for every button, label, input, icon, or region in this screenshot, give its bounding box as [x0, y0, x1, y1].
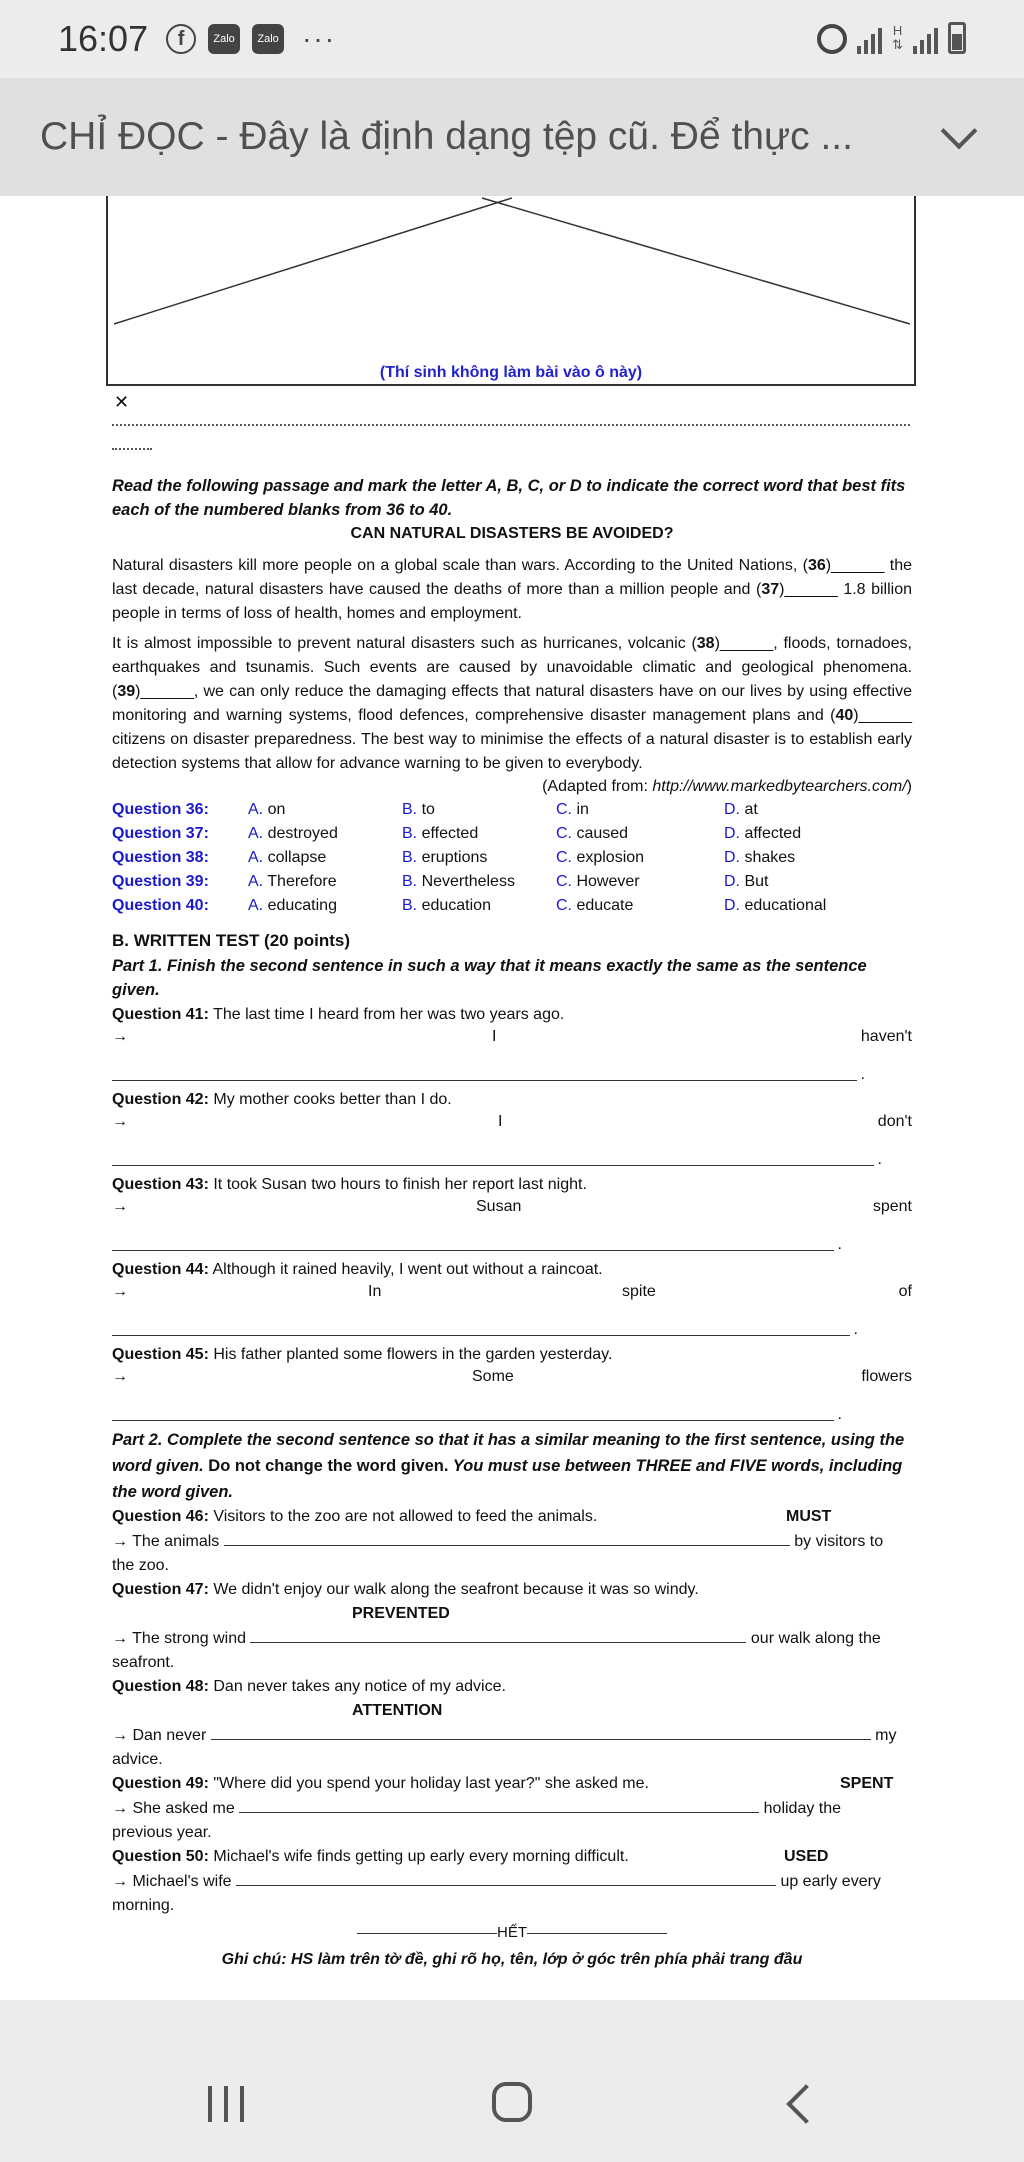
cut-line-2 — [112, 448, 152, 450]
battery-icon — [948, 22, 966, 54]
passage-source: (Adapted from: http://www.markedbytearchers.com/) — [542, 778, 912, 795]
clock: 16:07 — [58, 18, 149, 59]
status-bar — [0, 0, 1024, 78]
more-notifications-icon: ··· — [302, 23, 337, 54]
chevron-down-icon[interactable] — [941, 113, 978, 150]
answer-line[interactable] — [112, 1309, 850, 1336]
recent-apps-icon[interactable] — [208, 2086, 244, 2122]
signal-icon-2 — [913, 24, 938, 54]
answer-line[interactable] — [236, 1869, 776, 1886]
passage-paragraph-2: It is almost impossible to prevent natural disasters such as hurricanes, volcanic (38)______, floods, tornadoes, earthquakes and tsunamis. Such events are caused by unavoidable climatic and geological phenomena. (39)______, we can only reduce the damaging effects that natural disasters have on our lives by using effective monitoring and warning systems, flood defences, comprehensive disaster management plans and (40)______ citizens on disaster preparedness. The best way to minimise the effects of a natural disaster is to establish early detection systems that allow for advance warning to be given to everybody. — [112, 635, 912, 772]
diagonal-lines — [108, 196, 916, 386]
system-nav-bar — [0, 2000, 1024, 2162]
scissors-icon: ✕ — [114, 392, 130, 412]
answer-box-caption: (Thí sinh không làm bài vào ô này) — [379, 364, 643, 381]
part1-question: Question 43: It took Susan two hours to finish her report last night. → Susan spent . — [112, 1172, 912, 1257]
document-page[interactable] — [0, 196, 1024, 2000]
readonly-banner[interactable] — [0, 78, 1024, 196]
question-row: Question 40: A. educating B. education C. educate D. educational — [112, 897, 827, 914]
passage-title: CAN NATURAL DISASTERS BE AVOIDED? — [350, 525, 674, 542]
answer-line[interactable] — [112, 1139, 874, 1166]
question-row: Question 38: A. collapse B. eruptions C. explosion D. shakes — [112, 849, 796, 866]
answer-line[interactable] — [239, 1796, 759, 1813]
part1-question: Question 41: The last time I heard from her was two years ago. → I haven't . — [112, 1002, 912, 1087]
answer-line[interactable] — [211, 1723, 871, 1740]
answer-line[interactable] — [224, 1529, 790, 1546]
answer-box — [106, 196, 916, 386]
answer-line[interactable] — [250, 1626, 746, 1643]
question-row: Question 37: A. destroyed B. effected C. caused D. affected — [112, 825, 802, 842]
part2-question: Question 47: We didn't enjoy our walk along the seafront because it was so windy. PREVENTED → The strong wind our walk along the seafront. — [112, 1581, 881, 1671]
written-test-title: B. WRITTEN TEST (20 points) — [112, 931, 350, 950]
question-row: Question 39: A. Therefore B. Nevertheless C. However D. But — [112, 873, 769, 890]
answer-line[interactable] — [112, 1224, 834, 1251]
part2-question: Question 48: Dan never takes any notice of my advice. ATTENTION → Dan never my advice. — [112, 1678, 897, 1768]
part2-question: Question 46: Visitors to the zoo are not allowed to feed the animals. MUST → The animals by visitors to the zoo. — [112, 1508, 884, 1574]
home-icon[interactable] — [492, 2082, 532, 2122]
back-icon[interactable] — [786, 2084, 826, 2124]
notification-icons — [166, 23, 336, 55]
footer-note: Ghi chú: HS làm trên tờ đề, ghi rõ họ, tên, lớp ở góc trên phía phải trang đầu — [221, 1951, 803, 1968]
readonly-text: CHỈ ĐỌC - Đây là định dạng tệp cũ. Để thực ... — [40, 115, 853, 158]
system-icons — [817, 18, 966, 58]
question-row: Question 36: A. on B. to C. in D. at — [112, 801, 758, 818]
alarm-icon — [817, 24, 847, 54]
answer-line[interactable] — [112, 1394, 834, 1421]
part2-question: Question 49: "Where did you spend your holiday last year?" she asked me. SPENT → She asked me holiday the previous year. — [112, 1775, 894, 1841]
end-mark: HẾT — [112, 1924, 912, 1941]
part2-question: Question 50: Michael's wife finds getting up early every morning difficult. USED → Michael's wife up early every morning. — [112, 1848, 881, 1914]
part1-instruction: Part 1. Finish the second sentence in such a way that it means exactly the same as the sentence given. — [112, 957, 867, 999]
answer-line[interactable] — [112, 1054, 857, 1081]
zalo-icon: Zalo — [208, 24, 240, 54]
zalo-icon-2: Zalo — [252, 24, 284, 54]
signal-icon — [857, 24, 882, 54]
options-table — [112, 798, 826, 918]
part1-question: Question 45: His father planted some flowers in the garden yesterday. → Some flowers . — [112, 1342, 912, 1427]
part1-question: Question 44: Although it rained heavily, I went out without a raincoat. → In spite of . — [112, 1257, 912, 1342]
cut-line — [112, 424, 910, 426]
part2-instruction: Part 2. Complete the second sentence so that it has a similar meaning to the first sentence, using the word given. Do not change the word given. You must use between THREE and FIVE words, including the word given. — [112, 1431, 905, 1501]
document-body — [112, 474, 912, 1969]
network-type-icon: H ⇅ — [892, 23, 903, 52]
reading-instruction: Read the following passage and mark the letter A, B, C, or D to indicate the correct word that best fits each of the numbered blanks from 36 to 40. — [112, 477, 906, 519]
passage-paragraph-1: Natural disasters kill more people on a global scale than wars. According to the United Nations, (36)______ the last decade, natural disasters have caused the deaths of more than a million people and (37)______ 1.8 billion people in terms of loss of health, homes and employment. — [112, 557, 913, 622]
facebook-icon: f — [166, 24, 196, 54]
part1-question: Question 42: My mother cooks better than I do. → I don't . — [112, 1087, 912, 1172]
